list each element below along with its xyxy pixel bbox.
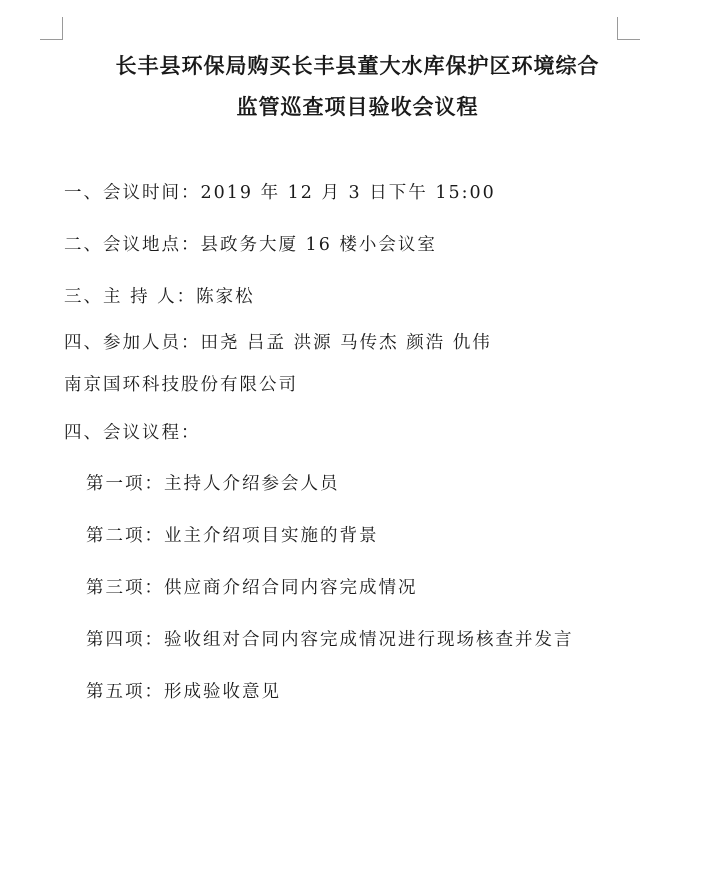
meeting-host: 三、主 持 人：陈家松 [64, 287, 255, 307]
page-corner-mark-top-left [40, 17, 63, 40]
meeting-attendees: 四、参加人员：田尧 吕孟 洪源 马传杰 颜浩 仇伟 [64, 333, 492, 353]
page-corner-mark-top-right [617, 17, 640, 40]
agenda-item-3: 第三项：供应商介绍合同内容完成情况 [86, 578, 418, 598]
agenda-item-1: 第一项：主持人介绍参会人员 [86, 474, 340, 494]
attendee-company: 南京国环科技股份有限公司 [64, 375, 298, 395]
document-title-line-1: 长丰县环保局购买长丰县董大水库保护区环境综合 [115, 53, 600, 78]
agenda-item-5: 第五项：形成验收意见 [86, 682, 281, 702]
meeting-location: 二、会议地点：县政务大厦 16 楼小会议室 [64, 235, 437, 255]
agenda-item-2: 第二项：业主介绍项目实施的背景 [86, 526, 379, 546]
meeting-time: 一、会议时间：2019 年 12 月 3 日下午 15:00 [64, 183, 496, 203]
agenda-item-4: 第四项：验收组对合同内容完成情况进行现场核查并发言 [86, 630, 574, 650]
agenda-heading: 四、会议议程： [64, 423, 201, 443]
document-title-line-2: 监管巡查项目验收会议程 [236, 94, 479, 119]
